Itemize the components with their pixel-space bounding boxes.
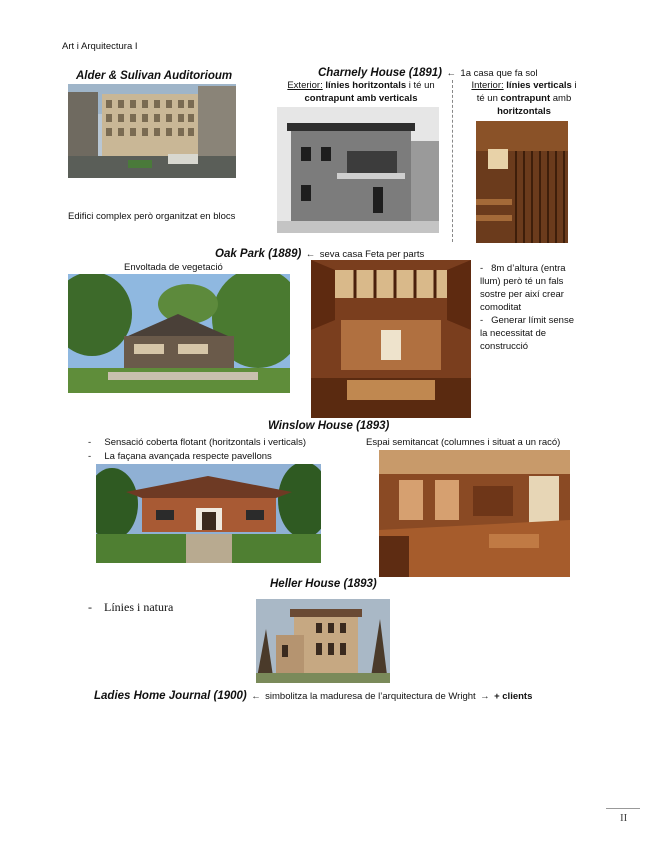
arrow-right-icon: → xyxy=(480,691,490,702)
charnely-interior-text xyxy=(460,79,588,118)
interior-rest: i xyxy=(574,80,577,91)
bullet-line: comoditat xyxy=(480,302,522,313)
charnely-interior-photo xyxy=(476,121,568,243)
oakpark-subtitle: seva casa Feta per parts xyxy=(319,249,425,260)
interior-post: amb xyxy=(552,93,572,104)
bullet-dash: - xyxy=(88,451,92,462)
ladies-heading xyxy=(94,686,532,704)
alder-auditorium-photo xyxy=(68,84,236,178)
ladies-title: Ladies Home Journal (1900) xyxy=(94,690,247,702)
bullet-line: la necessitat de xyxy=(480,328,547,339)
ladies-text: simbolitza la maduresa de l’arquitectura de Wright xyxy=(265,691,476,702)
interior-bold2: contrapunt xyxy=(500,93,551,104)
bullet-dash: - xyxy=(480,263,484,274)
winslow-bullet-2 xyxy=(88,450,272,463)
charnely-title: Charnely House (1891) xyxy=(318,67,442,79)
charnely-exterior-text xyxy=(276,79,446,105)
heller-bullet xyxy=(88,600,173,615)
interior-label: Interior: xyxy=(471,80,504,91)
bullet-dash: - xyxy=(88,437,92,448)
bullet-text: La façana avançada respecte pavellons xyxy=(104,451,272,462)
ladies-tail: + clients xyxy=(494,691,533,702)
alder-note: Edifici complex però organitzat en blocs xyxy=(68,211,236,222)
arrow-left-icon: ← xyxy=(446,68,456,79)
charnely-subtitle: 1a casa que fa sol xyxy=(460,68,538,79)
exterior-line2: contrapunt amb verticals xyxy=(304,93,418,104)
interior-bold: línies verticals xyxy=(506,80,572,91)
vertical-divider xyxy=(452,80,453,242)
interior-line3: horitzontals xyxy=(497,106,551,117)
alder-title: Alder & Sulivan Auditorioum xyxy=(76,70,233,82)
winslow-right-note: Espai semitancat (columnes i situat a un racó) xyxy=(366,437,561,448)
winslow-interior-photo xyxy=(379,450,570,577)
exterior-label: Exterior: xyxy=(287,80,323,91)
bullet-line: llum) però té un fals xyxy=(480,276,564,287)
oakpark-interior-photo xyxy=(311,260,471,418)
oakpark-caption: Envoltada de vegetació xyxy=(124,262,223,273)
oakpark-exterior-photo xyxy=(68,274,290,393)
interior-pre: té un xyxy=(476,93,498,104)
arrow-left-icon: ← xyxy=(305,249,316,260)
winslow-title: Winslow House (1893) xyxy=(268,420,390,432)
bullet-dash: - xyxy=(480,315,484,326)
winslow-bullet-1 xyxy=(88,436,306,449)
heller-house-photo xyxy=(256,599,390,683)
bullet-line: construcció xyxy=(480,341,529,352)
oakpark-title: Oak Park (1889) xyxy=(215,248,302,260)
exterior-rest: i té un xyxy=(408,80,435,91)
oakpark-bullets xyxy=(480,262,600,353)
arrow-left-icon: ← xyxy=(251,691,261,702)
bullet-text: Sensació coberta flotant (horitzontals i verticals) xyxy=(104,437,307,448)
page-header: Art i Arquitectura I xyxy=(62,41,138,52)
bullet-text: Línies i natura xyxy=(104,600,174,614)
page-number: II xyxy=(620,812,628,824)
footer-rule xyxy=(606,808,640,809)
bullet-line: 8m d’altura (entra xyxy=(491,263,566,274)
charnely-exterior-photo xyxy=(277,107,439,233)
bullet-dash: - xyxy=(88,600,92,614)
bullet-line: sostre per així crear xyxy=(480,289,564,300)
bullet-line: Generar límit sense xyxy=(491,315,574,326)
oakpark-bullet-1 xyxy=(480,262,600,314)
heller-title: Heller House (1893) xyxy=(270,578,377,590)
oakpark-bullet-2 xyxy=(480,314,600,353)
winslow-exterior-photo xyxy=(96,464,321,563)
exterior-bold: línies horitzontals xyxy=(325,80,407,91)
